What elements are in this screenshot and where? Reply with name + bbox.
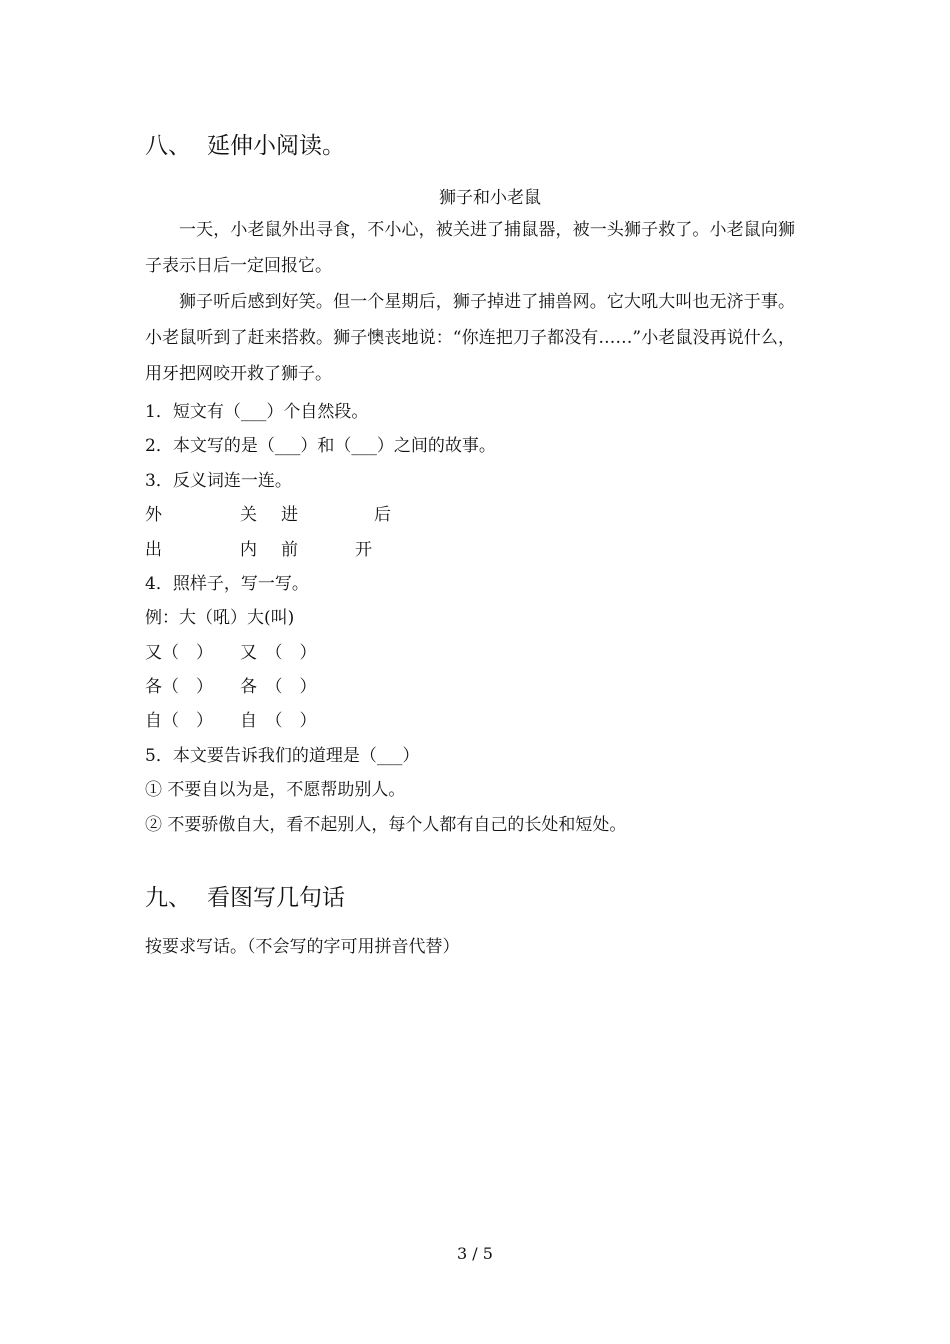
section-8-heading — [145, 132, 345, 160]
page-number: 3 / 5 — [457, 1244, 493, 1263]
story-paragraph-2: 狮子听后感到好笑。但一个星期后，狮子掉进了捕兽网。它大吼大叫也无济于事。小老鼠听到了赶来搭救。狮子懊丧地说：“你连把刀子都没有……”小老鼠没再说什么，用牙把网咬开救了狮子。 — [145, 292, 795, 384]
pattern-item: 自（ ） — [145, 711, 213, 731]
antonym-word: 出 — [145, 540, 162, 560]
pattern-item: 又 （ ） — [240, 643, 317, 663]
question-4: 4．照样子，写一写。 — [145, 574, 309, 594]
example-line: 例：大（吼）大(叫) — [145, 608, 295, 628]
question-2: 2．本文写的是（___）和（___）之间的故事。 — [145, 436, 496, 456]
section-8-number: 八、 — [145, 133, 191, 159]
writing-instruction: 按要求写话。（不会写的字可用拼音代替） — [145, 937, 460, 957]
antonym-word: 进 — [281, 505, 298, 525]
section-9-number: 九、 — [145, 885, 191, 911]
question-1: 1．短文有（___）个自然段。 — [145, 402, 369, 422]
option-2: ② 不要骄傲自大，看不起别人，每个人都有自己的长处和短处。 — [145, 815, 627, 835]
pattern-item: 又（ ） — [145, 643, 213, 663]
antonym-word: 后 — [374, 505, 391, 525]
section-8-title: 延伸小阅读。 — [207, 133, 345, 159]
pattern-item: 自 （ ） — [240, 711, 317, 731]
question-3: 3．反义词连一连。 — [145, 471, 292, 491]
antonym-word: 前 — [281, 540, 298, 560]
question-5: 5．本文要告诉我们的道理是（___） — [145, 746, 420, 766]
pattern-item: 各 （ ） — [240, 677, 317, 697]
antonym-word: 开 — [355, 540, 372, 560]
pattern-item: 各（ ） — [145, 677, 213, 697]
story-title: 狮子和小老鼠 — [439, 188, 541, 208]
section-9-heading — [145, 884, 345, 912]
antonym-word: 关 — [240, 505, 257, 525]
antonym-word: 内 — [240, 540, 257, 560]
story-paragraph-1: 一天，小老鼠外出寻食，不小心，被关进了捕鼠器，被一头狮子救了。小老鼠向狮子表示日后一定回报它。 — [145, 220, 795, 276]
section-9-title: 看图写几句话 — [207, 885, 345, 911]
antonym-word: 外 — [145, 505, 162, 525]
option-1: ① 不要自以为是，不愿帮助别人。 — [145, 780, 406, 800]
